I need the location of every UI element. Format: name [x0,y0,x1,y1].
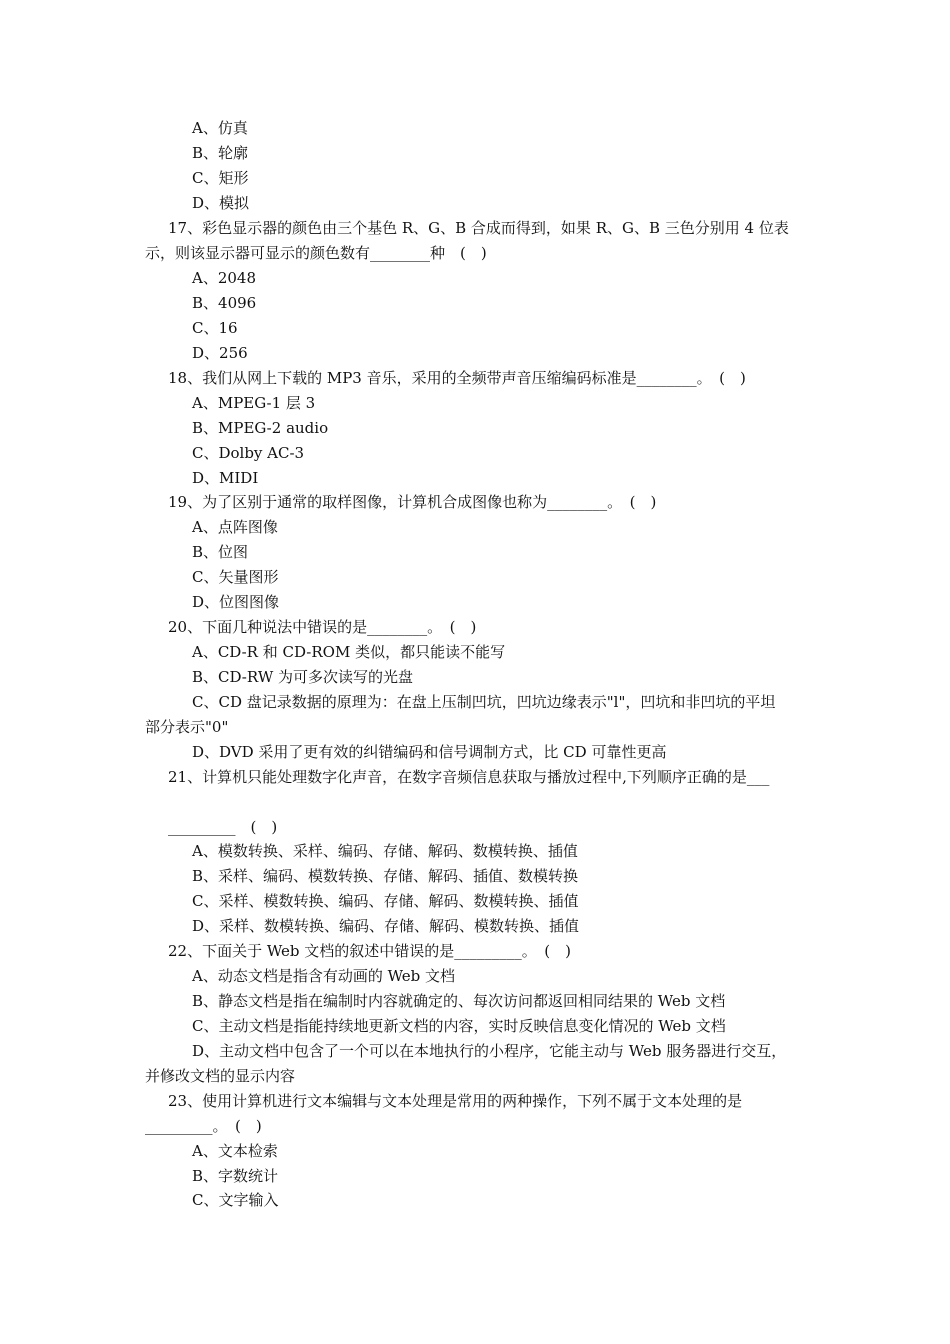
option-line: D、主动文档中包含了一个可以在本地执行的小程序，它能主动与 Web 服务器进行交互， [192,1042,787,1060]
option-line: B、轮廓 [192,144,249,162]
option-continuation: 部分表示"0" [145,718,229,736]
option-line: B、MPEG-2 audio [192,419,329,437]
option-line: A、文本检索 [192,1142,278,1160]
option-line: A、MPEG-1 层 3 [192,394,316,412]
option-line: C、采样、模数转换、编码、存储、解码、数模转换、插值 [192,892,579,910]
option-line: A、模数转换、采样、编码、存储、解码、数模转换、插值 [192,842,578,860]
option-line: B、静态文档是指在编制时内容就确定的、每次访问都返回相同结果的 Web 文档 [192,992,726,1010]
option-line: C、Dolby AC-3 [192,444,305,462]
option-line: A、2048 [192,269,257,287]
option-line: C、CD 盘记录数据的原理为：在盘上压制凹坑，凹坑边缘表示"l"，凹坑和非凹坑的平坦 [192,693,776,711]
option-line: D、MIDI [192,469,259,487]
question-continuation: 示，则该显示器可显示的颜色数有________种 ( ) [145,244,487,262]
option-line: D、位图图像 [192,593,280,611]
option-line: A、仿真 [192,119,248,137]
option-line: B、CD-RW 为可多次读写的光盘 [192,668,414,686]
question-continuation: _________ ( ) [168,818,278,836]
question-23: 23、使用计算机进行文本编辑与文本处理是常用的两种操作，下列不属于文本处理的是 [168,1092,743,1110]
question-21: 21、计算机只能处理数字化声音，在数字音频信息获取与播放过程中,下列顺序正确的是___ [168,768,770,786]
question-19: 19、为了区别于通常的取样图像，计算机合成图像也称为________。 ( ) [168,493,657,511]
question-continuation: _________。 ( ) [145,1117,262,1135]
option-line: B、位图 [192,543,249,561]
question-20: 20、下面几种说法中错误的是________。 ( ) [168,618,477,636]
option-line: B、字数统计 [192,1167,279,1185]
option-line: C、主动文档是指能持续地更新文档的内容，实时反映信息变化情况的 Web 文档 [192,1017,726,1035]
option-continuation: 并修改文档的显示内容 [145,1067,296,1085]
option-line: D、256 [192,344,248,362]
option-line: C、矢量图形 [192,568,279,586]
option-line: C、矩形 [192,169,249,187]
question-18: 18、我们从网上下载的 MP3 音乐，采用的全频带声音压缩编码标准是________。 ( ) [168,369,746,387]
option-line: B、采样、编码、模数转换、存储、解码、插值、数模转换 [192,867,579,885]
option-line: C、16 [192,319,238,337]
option-line: A、点阵图像 [192,518,278,536]
option-line: D、模拟 [192,194,250,212]
option-line: B、4096 [192,294,257,312]
question-17: 17、彩色显示器的颜色由三个基色 R、G、B 合成而得到，如果 R、G、B 三色分别用 4 位表 [168,219,789,237]
option-line: A、CD-R 和 CD-ROM 类似，都只能读不能写 [192,643,506,661]
option-line: C、文字输入 [192,1191,279,1209]
option-line: A、动态文档是指含有动画的 Web 文档 [192,967,456,985]
option-line: D、DVD 采用了更有效的纠错编码和信号调制方式，比 CD 可靠性更高 [192,743,667,761]
option-line: D、采样、数模转换、编码、存储、解码、模数转换、插值 [192,917,580,935]
question-22: 22、下面关于 Web 文档的叙述中错误的是_________。 ( ) [168,942,572,960]
